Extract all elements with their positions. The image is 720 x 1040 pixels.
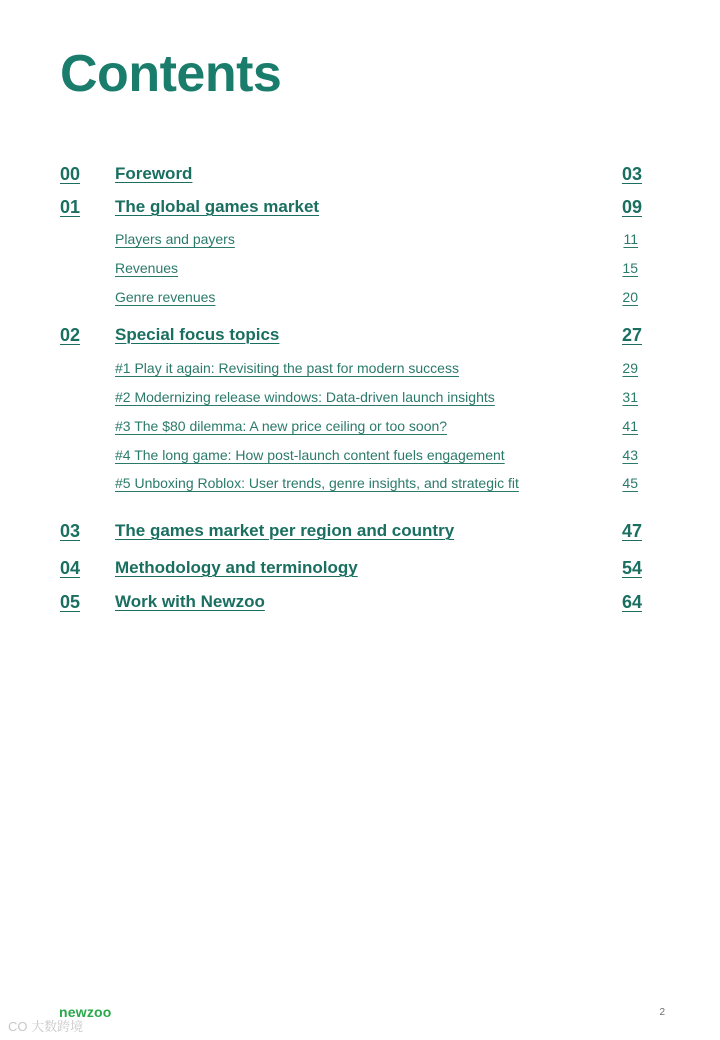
toc-subentry-players-payers[interactable]: [0, 231, 720, 255]
toc-label[interactable]: Foreword: [115, 164, 193, 183]
toc-sublabel[interactable]: #5 Unboxing Roblox: User trends, genre insights, and strategic fit: [115, 475, 519, 491]
page-number: 2: [659, 1007, 665, 1018]
page-title: Contents: [60, 45, 282, 103]
toc-sublabel[interactable]: Genre revenues: [115, 289, 216, 305]
toc-page[interactable]: 09: [621, 197, 642, 217]
toc-subpage[interactable]: 11: [623, 231, 638, 247]
toc-subentry-focus-5[interactable]: [0, 475, 720, 499]
toc-sublabel[interactable]: #4 The long game: How post-launch content fuels engagement: [115, 447, 505, 463]
toc-number[interactable]: 05: [60, 592, 81, 612]
toc-label[interactable]: The games market per region and country: [115, 521, 455, 540]
toc-entry-methodology[interactable]: [0, 558, 720, 582]
toc-number[interactable]: 04: [60, 558, 81, 578]
toc-page[interactable]: 64: [621, 592, 642, 612]
toc-sublabel[interactable]: Revenues: [115, 260, 179, 276]
toc-subpage[interactable]: 31: [622, 389, 638, 405]
toc-subentry-focus-1[interactable]: [0, 360, 720, 384]
toc-label[interactable]: The global games market: [115, 197, 320, 216]
toc-subentry-focus-4[interactable]: [0, 447, 720, 471]
toc-number[interactable]: 01: [60, 197, 81, 217]
toc-page[interactable]: 54: [621, 558, 642, 578]
toc-sublabel[interactable]: #2 Modernizing release windows: Data-driven launch insights: [115, 389, 495, 405]
toc-subentry-focus-2[interactable]: [0, 389, 720, 413]
toc-number[interactable]: 00: [60, 164, 81, 184]
toc-entry-global-games-market[interactable]: [0, 197, 720, 221]
toc-label[interactable]: Work with Newzoo: [115, 592, 265, 611]
toc-entry-foreword[interactable]: [0, 164, 720, 188]
toc-number[interactable]: 03: [60, 521, 81, 541]
toc-label[interactable]: Methodology and terminology: [115, 558, 358, 577]
toc-subpage[interactable]: 43: [622, 447, 638, 463]
toc-label[interactable]: Special focus topics: [115, 325, 280, 344]
toc-subentry-revenues[interactable]: [0, 260, 720, 284]
toc-entry-work-with-newzoo[interactable]: [0, 592, 720, 616]
toc-sublabel[interactable]: #3 The $80 dilemma: A new price ceiling or too soon?: [115, 418, 448, 434]
toc-page[interactable]: 27: [621, 325, 642, 345]
toc-page[interactable]: 47: [621, 521, 642, 541]
toc-sublabel[interactable]: Players and payers: [115, 231, 235, 247]
toc-number[interactable]: 02: [60, 325, 81, 345]
toc-subentry-genre-revenues[interactable]: [0, 289, 720, 313]
newzoo-logo: newzoo: [59, 1004, 112, 1020]
toc-subpage[interactable]: 15: [622, 260, 638, 276]
toc-entry-special-focus[interactable]: [0, 325, 720, 349]
toc-page[interactable]: 03: [621, 164, 642, 184]
watermark: CO 大数跨境: [8, 1019, 84, 1034]
toc-subpage[interactable]: 29: [622, 360, 638, 376]
toc-subentry-focus-3[interactable]: [0, 418, 720, 442]
toc-entry-region-country[interactable]: [0, 521, 720, 545]
toc-sublabel[interactable]: #1 Play it again: Revisiting the past for modern success: [115, 360, 459, 376]
toc-subpage[interactable]: 45: [622, 475, 638, 491]
toc-subpage[interactable]: 20: [622, 289, 638, 305]
toc-subpage[interactable]: 41: [622, 418, 638, 434]
